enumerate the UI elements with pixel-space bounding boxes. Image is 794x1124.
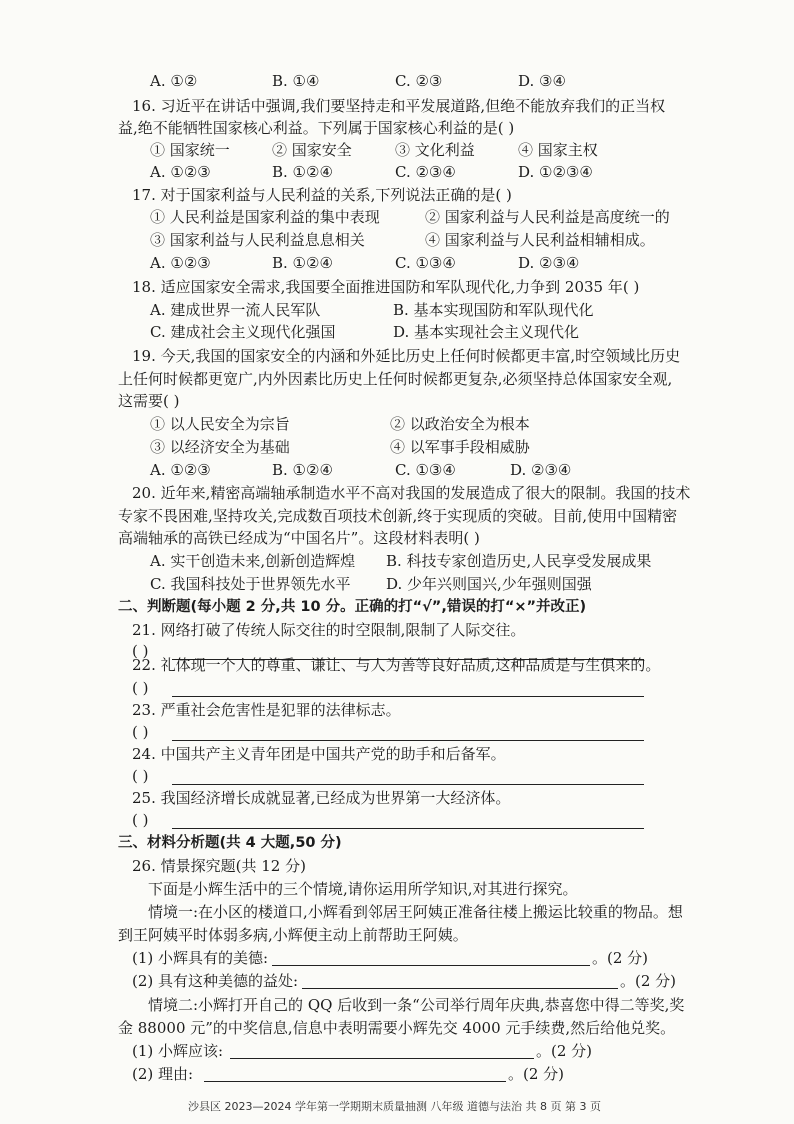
section2-title: 二、判断题(每小题 2 分,共 10 分。正确的打“√”,错误的打“×”并改正) — [118, 599, 587, 615]
scenario1-q2-answer-line[interactable] — [302, 988, 618, 989]
q20-option-a: A. 实干创造未来,创新创造辉煌 — [150, 552, 356, 570]
scenario1-q1-label: (1) 小辉具有的美德: — [132, 949, 269, 967]
q19-option-d: D. ②③④ — [510, 461, 572, 479]
q16-stem-line2: 益,绝不能牺牲国家核心利益。下列属于国家核心利益的是( ) — [118, 119, 515, 137]
q19-item-3: ③ 以经济安全为基础 — [150, 438, 290, 456]
q17-item-4: ④ 国家利益与人民利益相辅相成。 — [425, 231, 655, 249]
q19-item-1: ① 以人民安全为宗旨 — [150, 415, 290, 433]
q16-item-1: ① 国家统一 — [150, 141, 230, 159]
q16-item-2: ② 国家安全 — [272, 141, 352, 159]
scenario1-q2-score: 。(2 分) — [620, 972, 677, 990]
judge-24-paren: ( ) — [132, 767, 149, 785]
q17-option-b: B. ①②④ — [272, 254, 333, 272]
q16-option-b: B. ①②④ — [272, 163, 333, 181]
judge-22-paren: ( ) — [132, 679, 149, 697]
judge-23: 23. 严重社会危害性是犯罪的法律标志。 — [132, 701, 401, 719]
scenario2-q2-label: (2) 理由: — [132, 1065, 194, 1083]
scenario1-q2-label: (2) 具有这种美德的益处: — [132, 972, 299, 990]
judge-24-correction-line[interactable] — [172, 784, 644, 785]
q16-option-a: A. ①②③ — [150, 163, 211, 181]
scenario2-q1-answer-line[interactable] — [230, 1058, 534, 1059]
q19-option-b: B. ①②④ — [272, 461, 333, 479]
q26-intro: 下面是小辉生活中的三个情境,请你运用所学知识,对其进行探究。 — [148, 880, 578, 898]
scenario2-line2: 金 88000 元”的中奖信息,信息中表明需要小辉先交 4000 元手续费,然后给他兑奖。 — [118, 1019, 676, 1037]
judge-25: 25. 我国经济增长成就显著,已经成为世界第一大经济体。 — [132, 789, 511, 807]
judge-25-correction-line[interactable] — [172, 828, 644, 829]
q18-option-c: C. 建成社会主义现代化强国 — [150, 323, 336, 341]
judge-22: 22. 礼体现一个人的尊重、谦让、与人为善等良好品质,这种品质是与生俱来的。 — [132, 656, 661, 674]
q17-stem: 17. 对于国家利益与人民利益的关系,下列说法正确的是( ) — [132, 186, 512, 204]
q16-option-d: D. ①②③④ — [518, 163, 593, 181]
q19-option-a: A. ①②③ — [150, 461, 211, 479]
scenario2-q2-score: 。(2 分) — [508, 1065, 565, 1083]
q18-option-a: A. 建成世界一流人民军队 — [150, 301, 321, 319]
section3-title: 三、材料分析题(共 4 大题,50 分) — [118, 835, 342, 851]
scenario2-q1-label: (1) 小辉应该: — [132, 1042, 224, 1060]
q17-option-a: A. ①②③ — [150, 254, 211, 272]
judge-23-correction-line[interactable] — [172, 740, 644, 741]
scenario1-line2: 到王阿姨平时体弱多病,小辉便主动上前帮助王阿姨。 — [118, 926, 468, 944]
q20-option-d: D. 少年兴则国兴,少年强则国强 — [386, 575, 592, 593]
judge-23-paren: ( ) — [132, 723, 149, 741]
q20-stem-line2: 专家不畏困难,坚持攻关,完成数百项技术创新,终于实现质的突破。目前,使用中国精密 — [118, 507, 678, 525]
q16-item-3: ③ 文化利益 — [395, 141, 475, 159]
q20-option-b: B. 科技专家创造历史,人民享受发展成果 — [386, 552, 652, 570]
judge-25-paren: ( ) — [132, 811, 149, 829]
judge-21: 21. 网络打破了传统人际交往的时空限制,限制了人际交往。 — [132, 621, 526, 639]
q19-option-c: C. ①③④ — [395, 461, 456, 479]
q19-stem-line1: 19. 今天,我国的国家安全的内涵和外延比历史上任何时候都更丰富,时空领域比历史 — [132, 347, 681, 365]
q15-option-b: B. ①④ — [272, 72, 320, 90]
q18-option-d: D. 基本实现社会主义现代化 — [393, 323, 580, 341]
q15-option-c: C. ②③ — [395, 72, 443, 90]
q16-item-4: ④ 国家主权 — [518, 141, 598, 159]
q16-option-c: C. ②③④ — [395, 163, 456, 181]
scenario1-q1-answer-line[interactable] — [272, 965, 590, 966]
q15-option-d: D. ③④ — [518, 72, 566, 90]
scenario2-q1-score: 。(2 分) — [536, 1042, 593, 1060]
q17-option-d: D. ②③④ — [518, 254, 580, 272]
judge-21-paren: ( ) — [132, 642, 149, 660]
q19-item-2: ② 以政治安全为根本 — [390, 415, 530, 433]
q20-stem-line3: 高端轴承的高铁已经成为“中国名片”。这段材料表明( ) — [118, 529, 480, 547]
q17-item-3: ③ 国家利益与人民利益息息相关 — [150, 231, 365, 249]
q18-stem: 18. 适应国家安全需求,我国要全面推进国防和军队现代化,力争到 2035 年( ) — [132, 278, 640, 296]
q15-option-a: A. ①② — [150, 72, 198, 90]
scenario2-q2-answer-line[interactable] — [204, 1081, 506, 1082]
q19-item-4: ④ 以军事手段相威胁 — [390, 438, 530, 456]
scenario1-q1-score: 。(2 分) — [592, 949, 649, 967]
page-footer: 沙县区 2023—2024 学年第一学期期末质量抽测 八年级 道德与法治 共 8 页 第 3 页 — [188, 1100, 601, 1113]
q19-stem-line2: 上任何时候都更宽广,内外因素比历史上任何时候都更复杂,必须坚持总体国家安全观, — [118, 370, 673, 388]
q17-item-2: ② 国家利益与人民利益是高度统一的 — [425, 208, 670, 226]
q18-option-b: B. 基本实现国防和军队现代化 — [393, 301, 594, 319]
q20-option-c: C. 我国科技处于世界领先水平 — [150, 575, 351, 593]
q16-stem-line1: 16. 习近平在讲话中强调,我们要坚持走和平发展道路,但绝不能放弃我们的正当权 — [132, 97, 666, 115]
q20-stem-line1: 20. 近年来,精密高端轴承制造水平不高对我国的发展造成了很大的限制。我国的技术 — [132, 484, 691, 502]
q19-stem-line3: 这需要( ) — [118, 392, 180, 410]
scenario2-line1: 情境二:小辉打开自己的 QQ 后收到一条“公司举行周年庆典,恭喜您中得二等奖,奖 — [148, 996, 685, 1014]
judge-24: 24. 中国共产主义青年团是中国共产党的助手和后备军。 — [132, 745, 506, 763]
q17-option-c: C. ①③④ — [395, 254, 456, 272]
judge-22-correction-line[interactable] — [172, 696, 644, 697]
q17-item-1: ① 人民利益是国家利益的集中表现 — [150, 208, 380, 226]
scenario1-line1: 情境一:在小区的楼道口,小辉看到邻居王阿姨正准备往楼上搬运比较重的物品。想 — [148, 903, 683, 921]
q26-title: 26. 情景探究题(共 12 分) — [132, 857, 306, 875]
